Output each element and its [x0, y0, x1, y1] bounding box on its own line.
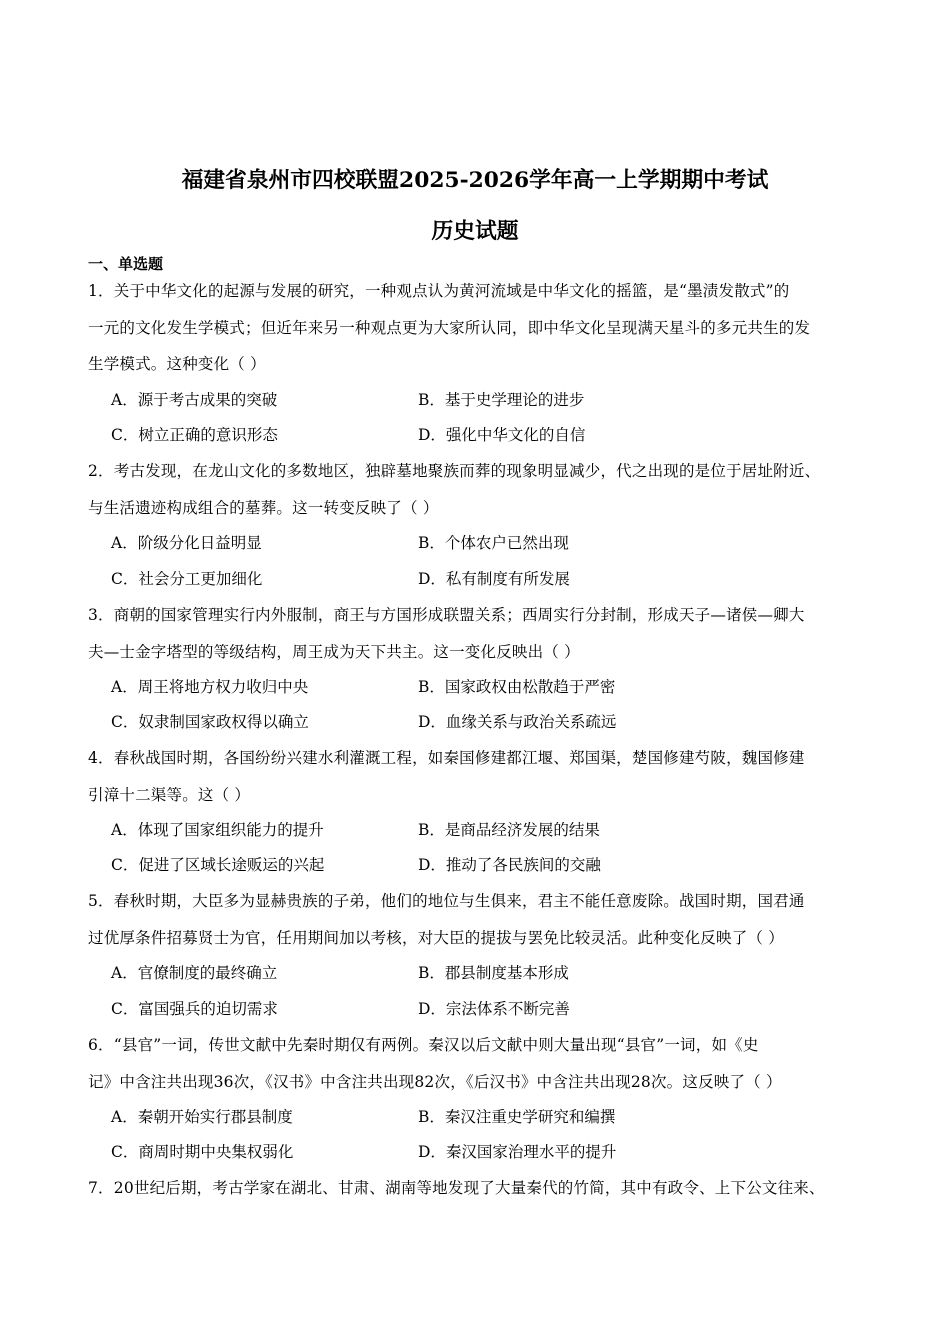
question-6-option-d[interactable]: D．秦汉国家治理水平的提升: [418, 1143, 617, 1161]
question-1-option-b[interactable]: B．基于史学理论的进步: [418, 391, 585, 409]
question-2-option-a[interactable]: A．阶级分化日益明显: [111, 534, 262, 552]
exam-subtitle: 历史试题: [431, 219, 519, 244]
question-3-option-d[interactable]: D．血缘关系与政治关系疏远: [418, 713, 617, 731]
question-1-option-a[interactable]: A．源于考古成果的突破: [111, 391, 278, 409]
question-6-option-b[interactable]: B．秦汉注重史学研究和编撰: [418, 1108, 616, 1126]
section-heading: 一、单选题: [88, 255, 164, 273]
question-5-option-a[interactable]: A．官僚制度的最终确立: [111, 964, 278, 982]
question-2-line-1: 2．考古发现，在龙山文化的多数地区，独辟墓地聚族而葬的现象明显减少，代之出现的是位于居址附近、: [88, 462, 821, 480]
question-2-line-2: 与生活遗迹构成组合的墓葬。这一转变反映了（ ）: [88, 499, 439, 517]
question-5-line-2: 过优厚条件招募贤士为官，任用期间加以考核，对大臣的提拔与罢免比较灵活。此种变化反映了（ ）: [88, 929, 784, 947]
question-4-option-c[interactable]: C．促进了区域长途贩运的兴起: [111, 856, 325, 874]
question-4-option-d[interactable]: D．推动了各民族间的交融: [418, 856, 601, 874]
question-5-option-b[interactable]: B．郡县制度基本形成: [418, 964, 569, 982]
exam-title: 福建省泉州市四校联盟2025-2026学年高一上学期期中考试: [181, 168, 769, 193]
question-6-line-1: 6．“县官”一词，传世文献中先秦时期仅有两例。秦汉以后文献中则大量出现“县官”一词，如《史: [88, 1036, 759, 1054]
question-1-option-c[interactable]: C．树立正确的意识形态: [111, 426, 278, 444]
question-2-option-d[interactable]: D．私有制度有所发展: [418, 570, 570, 588]
question-1-line-2: 一元的文化发生学模式；但近年来另一种观点更为大家所认同，即中华文化呈现满天星斗的多元共生的发: [88, 319, 811, 337]
question-6-line-2: 记》中含注共出现36次，《汉书》中含注共出现82次，《后汉书》中含注共出现28次。这反映了（ ）: [88, 1073, 782, 1091]
question-1-line-1: 1．关于中华文化的起源与发展的研究，一种观点认为黄河流域是中华文化的摇篮，是“墨渍发散式”的: [88, 282, 790, 300]
question-1-line-3: 生学模式。这种变化（ ）: [88, 355, 266, 373]
question-4-line-2: 引漳十二渠等。这（ ）: [88, 786, 251, 804]
question-6-option-a[interactable]: A．秦朝开始实行郡县制度: [111, 1108, 293, 1126]
question-3-line-1: 3．商朝的国家管理实行内外服制，商王与方国形成联盟关系；西周实行分封制，形成天子—诸侯—卿大: [88, 606, 805, 624]
question-2-option-b[interactable]: B．个体农户已然出现: [418, 534, 569, 552]
question-7-line-1: 7．20世纪后期，考古学家在湖北、甘肃、湖南等地发现了大量秦代的竹简，其中有政令、上下公文往来、: [88, 1179, 825, 1197]
question-5-option-c[interactable]: C．富国强兵的迫切需求: [111, 1000, 278, 1018]
question-3-option-a[interactable]: A．周王将地方权力收归中央: [111, 678, 309, 696]
question-3-option-b[interactable]: B．国家政权由松散趋于严密: [418, 678, 616, 696]
question-4-line-1: 4．春秋战国时期，各国纷纷兴建水利灌溉工程，如秦国修建都江堰、郑国渠，楚国修建芍陂，魏国修建: [88, 749, 805, 767]
question-3-option-c[interactable]: C．奴隶制国家政权得以确立: [111, 713, 309, 731]
question-2-option-c[interactable]: C．社会分工更加细化: [111, 570, 263, 588]
question-6-option-c[interactable]: C．商周时期中央集权弱化: [111, 1143, 294, 1161]
question-5-line-1: 5．春秋时期，大臣多为显赫贵族的子弟，他们的地位与生俱来，君主不能任意废除。战国时期，国君通: [88, 892, 805, 910]
question-4-option-a[interactable]: A．体现了国家组织能力的提升: [111, 821, 324, 839]
question-1-option-d[interactable]: D．强化中华文化的自信: [418, 426, 586, 444]
question-5-option-d[interactable]: D．宗法体系不断完善: [418, 1000, 570, 1018]
question-4-option-b[interactable]: B．是商品经济发展的结果: [418, 821, 600, 839]
question-3-line-2: 夫—士金字塔型的等级结构，周王成为天下共主。这一变化反映出（ ）: [88, 643, 580, 661]
